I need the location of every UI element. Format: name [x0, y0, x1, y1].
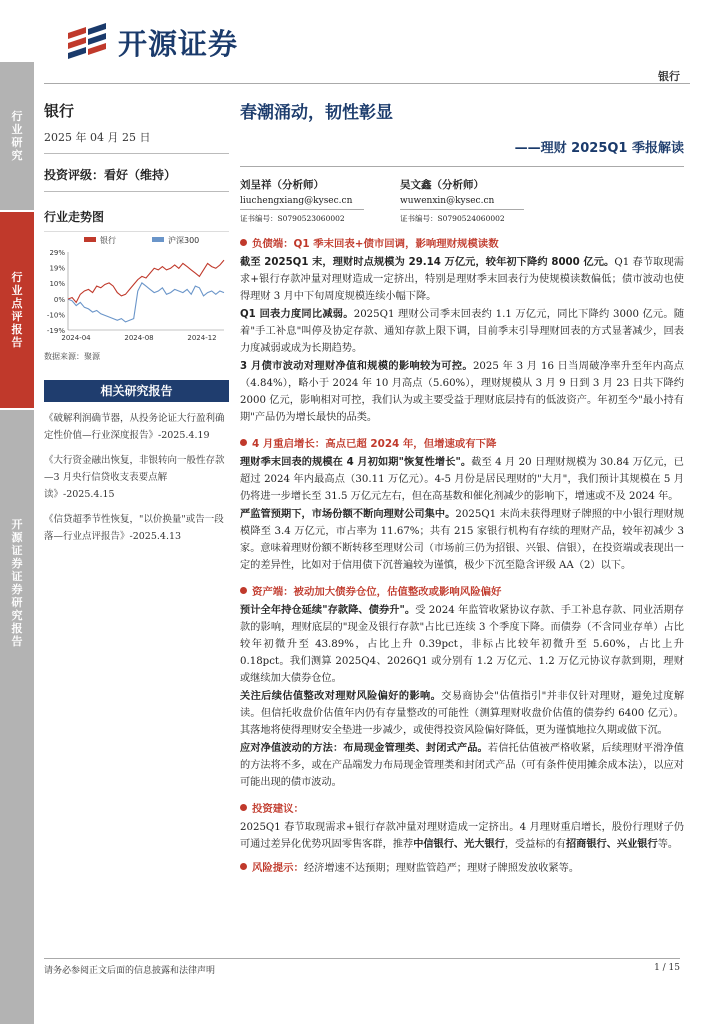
series-line-hs300	[68, 283, 224, 322]
report-subtitle: ——理财 2025Q1 季报解读	[514, 141, 684, 156]
section-heading: 4 月重启增长：高点已超 2024 年，但增速或有下降	[240, 436, 684, 453]
paragraph: 关注后续估值整改对理财风险偏好的影响。交易商协会"估值指引"并非仅针对理财，避免过度解读。但信托收盘价估值年内仍有存量整改的可能性（测算理财收盘价估值的债券约 6400 亿元）。其落地将使得理财安全垫进一步减少，或使得投资风险偏好降低，更为谨慎地拉久期或做下沉。	[240, 691, 685, 736]
page-footer	[44, 958, 680, 976]
paragraph: 2025Q1 春节取现需求+银行存款冲量对理财造成一定挤出。4 月理财重启增长，股份行理财子仍可通过差异化优势巩固零售客群，推荐中信银行、光大银行，受益标的有招商银行、兴业银行等。	[240, 822, 684, 850]
side-tag-industry-research: 行业研究	[0, 62, 34, 210]
x-tick-label: 2024-08	[124, 334, 154, 342]
paragraph: 应对净值波动的方法：布局现金管理类、封闭式产品。若信托估值被严格收紧，后续理财平滑净值的方法将不多，或在产品端发力布局现金管理类和封闭式产品（可有条件使用摊余成本法），以应对可能出现的债市波动。	[240, 743, 684, 788]
related-report-link[interactable]: 《信贷超季节性恢复，"以价换量"或告一段落—行业点评报告》-2025.4.13	[44, 514, 224, 542]
paragraph: 预计全年持仓延续"存款降、债券升"。受 2024 年监管收紧协议存款、手工补息存款、同业活期存款的影响，理财底层的"现金及银行存款"占比已连续 3 个季度下降。而债券（不含同业存单）占比较年初微升至 43.89%，占比上升 0.39pct，非标占比较年初微升至 5.60%，占比上升 0.18pct。我们测算 2025Q4、2026Q1 或分别有 1.2 万亿元、1.2 万亿元协议存款到期，理财或继续加大债券仓位。	[240, 605, 684, 684]
y-tick-label: -19%	[46, 327, 65, 335]
paragraph: 截至 2025Q1 末，理财时点规模为 29.14 万亿元，较年初下降约 8000 亿元。Q1 春节取现需求+银行存款冲量对理财造成一定挤出，特别是理财季末回表行为使规模读数偏低；债市波动也使得理财 3 月中下旬周度规模连续小幅下降。	[240, 257, 684, 302]
paragraph: Q1 回表力度同比减弱。2025Q1 理财公司季末回表约 1.1 万亿元，同比下降约 3000 亿元。随着"手工补息"叫停及协定存款、通知存款上限下调，目前季末引导理财回表的方式显著减少，回表力度减弱或成为长期趋势。	[240, 309, 685, 354]
paragraph: 严监管预期下，市场份额不断向理财公司集中。2025Q1 末尚未获得理财子牌照的中小银行理财规模降至 3.4 万亿元，市占率为 11.67%；共有 215 家银行机构有存续的理财产品，较年初减少 3 家。意味着理财份额不断转移至理财公司（市场前三仍为招银、兴银、信银），在投资端或表现出一定的差异性，比如对于信用债下沉普遍较为谨慎，极少下沉至隐含评级 AA（2）以下。	[240, 509, 685, 571]
y-tick-label: 0%	[53, 295, 65, 304]
company-logo	[64, 22, 238, 63]
legend-swatch	[84, 237, 96, 242]
y-tick-label: -10%	[46, 311, 65, 320]
left-column	[44, 100, 229, 545]
bullet-icon	[240, 239, 247, 246]
logo-mark-icon	[64, 23, 110, 63]
bullet-icon	[240, 804, 247, 811]
page-number: 1 / 15	[654, 963, 680, 973]
section-heading: 资产端：被动加大债券仓位，估值整改或影响风险偏好	[240, 584, 684, 601]
related-reports-header: 相关研究报告	[44, 380, 229, 402]
trend-chart-title: 行业走势图	[44, 210, 105, 224]
legend-swatch	[152, 237, 164, 242]
investment-rating: 投资评级：看好（维持）	[44, 168, 177, 182]
left-divider	[44, 153, 229, 154]
bullet-icon	[240, 863, 247, 870]
title-divider	[240, 166, 684, 167]
y-tick-label: 29%	[49, 249, 65, 257]
left-divider	[44, 191, 229, 192]
series-line-bank	[68, 260, 224, 302]
side-tag-company: 开源证券 证券研究报告	[0, 410, 34, 1024]
analyst-email[interactable]: wuwenxin@kysec.cn	[400, 196, 495, 206]
trend-chart	[44, 231, 229, 343]
y-tick-label: 10%	[49, 280, 65, 289]
paragraph: 理财季末回表的规模在 4 月初如期"恢复性增长"。截至 4 月 20 日理财规模为 30.84 万亿元，已超过 2024 年内最高点（30.11 万亿元）。4-5 月份是居民理财的"大月"，我们预计其规模在 5 月仍将进一步增长至 31.5 万亿元左右，但在高基数和催化剂减少的影响下，增速或不及 2024 年。	[240, 457, 684, 502]
trend-chart-svg	[44, 232, 229, 344]
analyst-name: 刘呈祥（分析师）	[240, 179, 324, 191]
x-tick-label: 2024-12	[187, 334, 217, 342]
paragraph: 风险提示：经济增速不达预期；理财监管趋严；理财子牌照发放收紧等。	[240, 860, 684, 877]
analyst-cert: 证书编号：S0790523060002	[240, 209, 364, 224]
legend-label: 沪深300	[168, 236, 200, 245]
disclaimer-note: 请务必参阅正文后面的信息披露和法律声明	[44, 966, 216, 976]
bullet-icon	[240, 587, 247, 594]
section-heading: 风险提示：	[240, 862, 304, 874]
related-report-link[interactable]: 《大行资金融出恢复，非银转向一般性存款—3 月央行信贷收支表要点解读》-2025.4.15	[44, 455, 225, 500]
x-tick-label: 2024-04	[61, 334, 91, 342]
industry-label: 银行	[658, 70, 680, 83]
related-report-link[interactable]: 《破解利润确节器，从投务论证大行盈利确定性价值—行业深度报告》-2025.4.19	[44, 413, 225, 441]
legend-label: 银行	[100, 236, 116, 245]
report-title: 春潮涌动，韧性彰显	[240, 103, 393, 123]
sector-name: 银行	[44, 102, 75, 120]
side-tag-report-type: 行业点评报告	[0, 212, 34, 408]
analyst-card	[400, 177, 560, 224]
analyst-card	[240, 177, 400, 224]
report-body	[240, 236, 684, 877]
analyst-cert: 证书编号：S0790524060002	[400, 209, 524, 224]
analyst-name: 吴文鑫（分析师）	[400, 179, 484, 191]
header-divider	[44, 83, 690, 84]
paragraph: 3 月债市波动对理财净值和规模的影响较为可控。2025 年 3 月 16 日当周破净率升至年内高点（4.84%），略小于 2024 年 10 月高点（5.60%），理财规模从 3 月 9 日到 3 月 23 日共下降约 2000 亿元，影响相对可控，我们认为或主要受益于理财底层持有的低波资产。年初至今"最小持有期"产品仍为增长最快的品类。	[240, 361, 684, 423]
side-banner	[0, 0, 34, 1024]
main-column	[240, 98, 684, 877]
analyst-email[interactable]: liuchengxiang@kysec.cn	[240, 196, 353, 206]
analyst-list	[240, 177, 684, 224]
y-tick-label: 19%	[49, 264, 65, 273]
company-name: 开源证券	[118, 27, 239, 61]
bullet-icon	[240, 439, 247, 446]
report-date: 2025 年 04 月 25 日	[44, 131, 151, 144]
chart-source: 数据来源：聚源	[44, 352, 100, 361]
section-heading: 投资建议：	[240, 801, 684, 818]
section-heading: 负债端：Q1 季末回表+债市回调，影响理财规模读数	[240, 236, 684, 253]
